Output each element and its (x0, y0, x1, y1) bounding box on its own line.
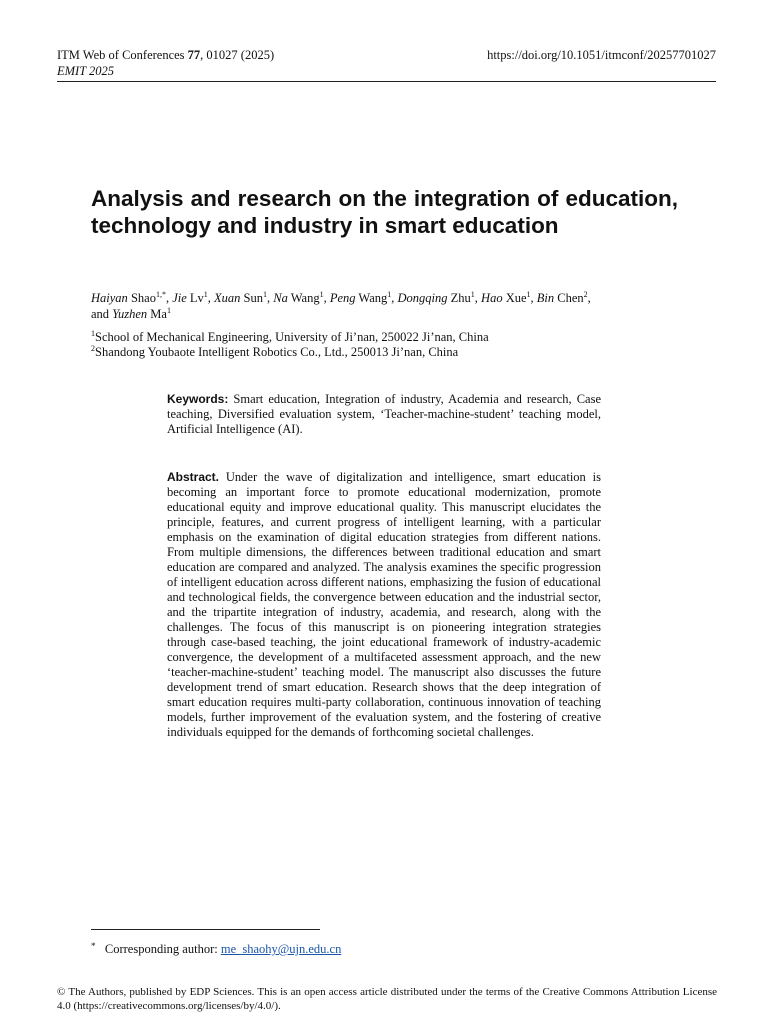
keywords-label: Keywords: (167, 392, 229, 406)
paper-title: Analysis and research on the integration of education, technology and industry in smart education (91, 186, 678, 238)
corresponding-email-link[interactable]: me_shaohy@ujn.edu.cn (220, 942, 342, 956)
footnote-label: Corresponding author: (104, 942, 218, 956)
author-name: Haiyan Shao$^{1,*}$ (91, 290, 166, 305)
affiliation-1: $^1$School of Mechanical Engineering, University of Ji’nan, 250022 Ji’nan, China (91, 329, 489, 344)
author-name: Jie Lv$^1$ (172, 290, 208, 305)
author-name: Dongqing Zhu$^1$ (397, 290, 475, 305)
author-name: Bin Chen$^2$ (536, 290, 588, 305)
author-name: Peng Wang$^1$ (329, 290, 392, 305)
author-list: Haiyan Shao$^{1,*}$, Jie Lv$^1$, Xuan Sun$^1$, Na Wang$^1$, Peng Wang$^1$, Dongqing Zhu$^1$, Hao Xue$^1$, Bin Chen$^2$, and Yuzhen Ma$^1$ (91, 290, 591, 321)
running-header (57, 47, 716, 79)
author-name: Hao Xue$^1$ (481, 290, 531, 305)
journal-citation: ITM Web of Conferences 77, 01027 (2025) (57, 48, 275, 62)
header-divider (57, 81, 716, 82)
abstract-text: Under the wave of digitalization and intelligence, smart education is becoming an important force to promote educational modernization, promote educational equity and improve educational quality. This manuscript elucidates the principle, features, and current progress of intelligent learning, with a particular emphasis on the examination of digital education strategies from different nations. From multiple dimensions, the differences between traditional education and smart education are compared and analyzed. The analysis examines the specific progression of intelligent education across different nations, emphasizing the fusion of educational and technological fields, the convergence between education and the industrial sector, and the tripartite integration of industry, academia, and research, along with the challenges. The focus of this manuscript is on pioneering integration strategies through case-based teaching, the joint educational framework of industry-academic convergence, the development of a multifaceted assessment approach, and the new ‘teacher-machine-student’ teaching model. The manuscript also discusses the future development trend of smart education. Research shows that the deep integration of smart education requires multi-party collaboration, continuous innovation of teaching models, further improvement of the evaluation system, and the fostering of creative individuals equipped for the demands of forthcoming societal challenges. (167, 470, 601, 739)
license-notice: © The Authors, published by EDP Sciences. This is an open access article distributed under the terms of the Creative Commons Attribution License 4.0 (https://creativecommons.org/licenses/by/4.0/). (57, 986, 717, 1012)
doi-link[interactable]: https://doi.org/10.1051/itmconf/20257701027 (487, 48, 716, 62)
conference-name: EMIT 2025 (57, 64, 115, 78)
affiliations (91, 330, 681, 360)
keywords-block (167, 392, 601, 437)
author-name: Yuzhen Ma$^1$ (112, 306, 171, 321)
abstract-label: Abstract. (167, 470, 220, 484)
footnote-mark: * (91, 941, 96, 951)
author-name: Na Wang$^1$ (273, 290, 324, 305)
corresponding-author-footnote (91, 942, 591, 957)
footnote-divider (91, 929, 320, 930)
keywords-text: Smart education, Integration of industry, Academia and research, Case teaching, Diversified evaluation system, ‘Teacher-machine-student’ teaching model, Artificial Intelligence (AI). (167, 392, 602, 436)
abstract-block (167, 470, 601, 740)
author-name: Xuan Sun$^1$ (214, 290, 267, 305)
affiliation-2: $^2$Shandong Youbaote Intelligent Robotics Co., Ltd., 250013 Ji’nan, China (91, 344, 459, 359)
